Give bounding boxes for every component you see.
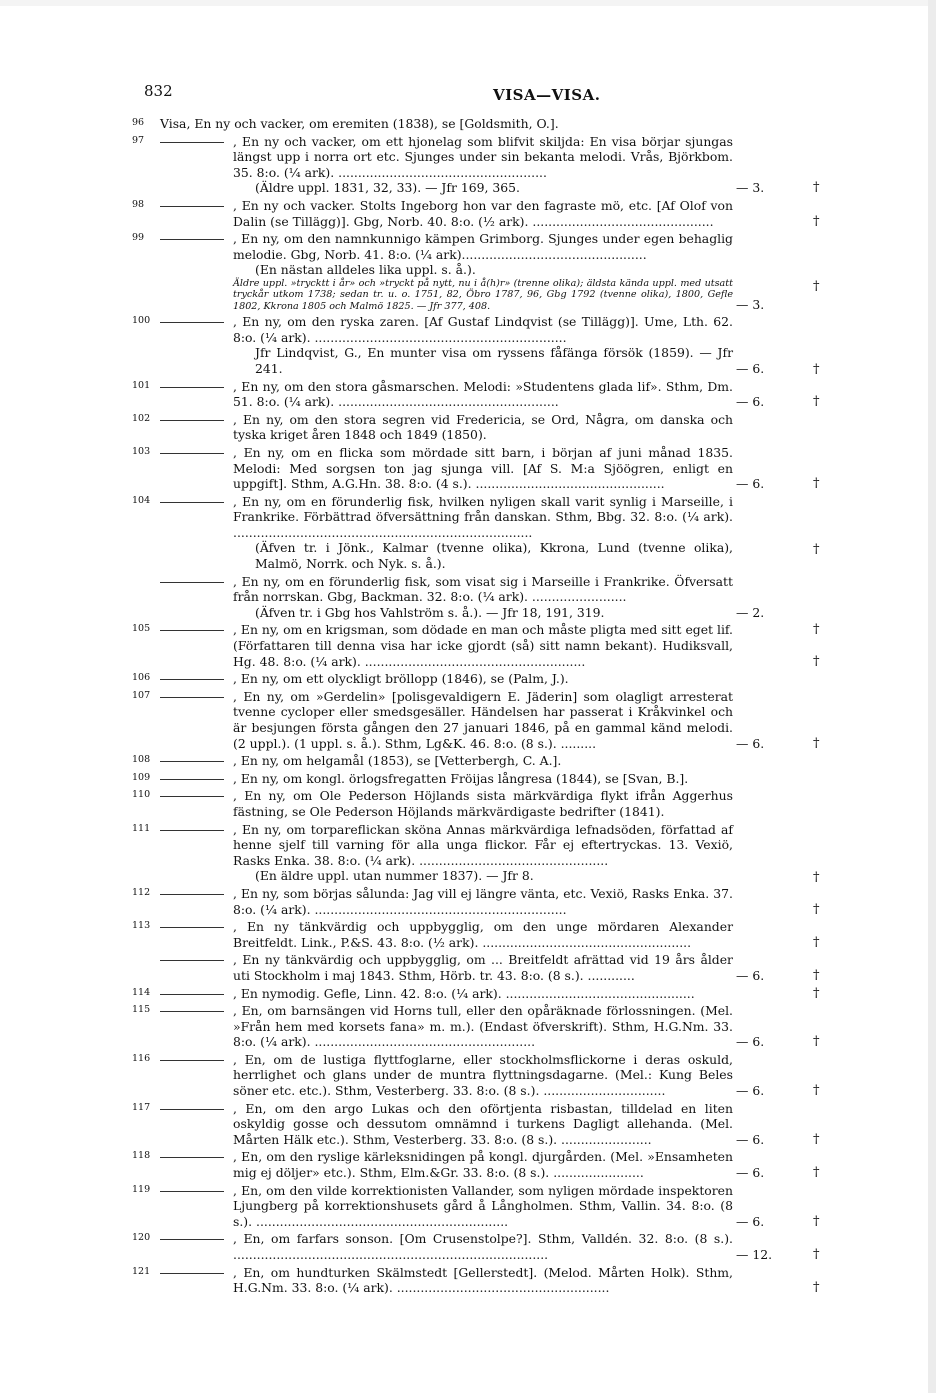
entry-note: Äldre uppl. »trycktt i år» och »tryckt på nytt, nu i å(h)r» (trenne olika); äldsta kända uppl. med utsatt tryckår utkom 1738; sedan tr. u. o. 1751, 82, Öbro 1787, 96, Gbg 1792 (tvenne olika), 1800, Gefle 1802, Kkrona 1805 och Malmö 1825. — Jfr 377, 408. xyxy=(233,277,733,312)
dagger-mark: † xyxy=(813,1131,820,1147)
ditto-dash xyxy=(160,679,224,680)
entry-number: 99 xyxy=(132,232,145,244)
entry-price: — 6. xyxy=(736,1165,765,1181)
ditto-dash xyxy=(160,1157,224,1158)
entry-text xyxy=(233,1265,733,1296)
ditto-dash xyxy=(160,453,224,454)
entry-title: , En ny, om en krigsman, som dödade en man och måste pligta med sitt eget lif. (Författaren till denna visa har icke gjordt (så) sitt namn bekant). Hudiksvall, Hg. 48. 8:o. (¼ ark). ........................................................ xyxy=(233,622,733,669)
bibliography-entry xyxy=(0,952,936,983)
entry-price: — 6. xyxy=(736,967,765,983)
bibliography-entry xyxy=(0,622,936,669)
bibliography-entry xyxy=(0,1052,936,1099)
entry-number: 102 xyxy=(132,412,151,424)
ditto-dash xyxy=(160,322,224,323)
entry-text xyxy=(233,689,733,751)
entry-number: 107 xyxy=(132,689,151,701)
dagger-mark: † xyxy=(813,1247,820,1262)
entry-number: 116 xyxy=(132,1052,151,1064)
dagger-mark: † xyxy=(813,967,820,983)
ditto-dash xyxy=(160,1191,224,1192)
bibliography-entry xyxy=(0,445,936,492)
entry-title: , En ny och vacker, om ett hjonelag som blifvit skiljda: En visa börjar sjungas längst upp i norra ort etc. Sjunges under sin bekanta melodi. Vrås, Björkbom. 35. 8:o. (¼ ark). ..................................................... xyxy=(233,133,733,180)
entry-number: 105 xyxy=(132,623,151,635)
entry-text xyxy=(233,231,733,312)
entry-price: — 6. xyxy=(736,1131,765,1147)
entry-title: , En ny, om Ole Pederson Höjlands sista märkvärdiga flykt ifrån Aggerhus fästning, se Ole Pederson Höjlands märkvärdigaste bedrifter (1841). xyxy=(233,788,733,819)
entry-price: — 3. xyxy=(736,180,765,196)
entry-number: 115 xyxy=(132,1004,151,1016)
bibliography-entry xyxy=(0,1003,936,1050)
dagger-mark: † xyxy=(813,1165,820,1181)
scan-top-edge xyxy=(0,0,936,6)
ditto-dash xyxy=(160,761,224,762)
entry-text xyxy=(233,379,733,410)
dagger-mark: † xyxy=(813,279,820,295)
bibliography-entry xyxy=(0,1265,936,1296)
bibliography-entry xyxy=(0,671,936,687)
entry-price: — 6. xyxy=(736,1034,765,1050)
bibliography-entry xyxy=(0,198,936,229)
entry-text xyxy=(233,622,733,669)
bibliography-entry xyxy=(0,116,936,132)
dagger-mark: † xyxy=(813,541,820,557)
entry-title: , En ny, om helgamål (1853), se [Vetterbergh, C. A.]. xyxy=(233,753,562,769)
ditto-dash xyxy=(160,697,224,698)
entry-number: 112 xyxy=(132,886,151,898)
dagger-mark: † xyxy=(813,869,820,885)
entry-title: , En ny, som börjas sålunda: Jag vill ej längre vänta, etc. Vexiö, Rasks Enka. 37. 8:o. (¼ ark). ................................................................ xyxy=(233,885,733,917)
ditto-dash xyxy=(160,502,224,503)
entry-title: , En, om de lustiga flyttfoglarne, eller stockholmsflickorne i deras oskuld, herrlighet och glans under de muntra flyttningsdagarne. (Mel.: Kung Beles söner etc. etc.). Sthm, Vesterberg. 33. 8:o. (8 s.). ............................... xyxy=(233,1051,733,1099)
entry-number: 113 xyxy=(132,920,151,932)
entry-title: , En ny, om den stora gåsmarschen. Melodi: »Studentens glada lif». Sthm, Dm. 51. 8:o. (¼ ark). ........................................................ xyxy=(233,378,733,410)
ditto-dash xyxy=(160,830,224,831)
entry-title: , En ny, om en flicka som mördade sitt barn, i början af juni månad 1835. Melodi: Med sorgsen ton jag sjunga vill. [Af S. M:a Sjöögren, enligt en uppgift]. Sthm, A.G.Hn. 38. 8:o. (4 s.). ................................................ xyxy=(233,444,733,492)
bibliography-entry xyxy=(0,919,936,950)
bibliography-entries xyxy=(0,116,936,1298)
entry-text xyxy=(233,445,733,492)
entry-title: , En ny tänkvärdig och uppbygglig, om den unge mördaren Alexander Breitfeldt. Link., P.&S. 43. 8:o. (½ ark). ..................................................... xyxy=(233,919,733,950)
entry-text xyxy=(233,919,733,950)
entry-price: — 12. xyxy=(736,1247,773,1262)
dagger-mark: † xyxy=(813,213,820,229)
entry-number: 98 xyxy=(132,198,145,210)
ditto-dash xyxy=(160,1239,224,1240)
bibliography-entry xyxy=(0,1101,936,1148)
entry-text xyxy=(233,494,733,572)
entry-title: , En, om barnsängen vid Horns tull, eller den opåräknade förlossningen. (Mel. »Från hem med korsets fana» m. m.). (Endast öfverskrift). Sthm, H.G.Nm. 33. 8:o. (¼ ark). ........................................................ xyxy=(233,1003,733,1050)
ditto-dash xyxy=(160,582,224,583)
dagger-mark: † xyxy=(813,1213,820,1229)
entry-number: 108 xyxy=(132,754,151,766)
dagger-mark: † xyxy=(813,362,820,378)
ditto-dash xyxy=(160,1109,224,1110)
entry-number: 117 xyxy=(132,1101,151,1113)
ditto-dash xyxy=(160,239,224,240)
ditto-dash xyxy=(160,927,224,928)
dagger-mark: † xyxy=(813,985,820,1001)
dagger-mark: † xyxy=(813,1083,820,1099)
entry-text xyxy=(233,771,733,787)
ditto-dash xyxy=(160,894,224,895)
entry-title: Visa, En ny och vacker, om eremiten (1838), se [Goldsmith, O.]. xyxy=(160,116,559,131)
entry-title: , En ny, om torpareflickan sköna Annas märkvärdiga lefnadsöden, författad af henne sjelf till varning för alla unga flickor. Får ej eftertryckas. 13. Vexiö, Rasks Enka. 38. 8:o. (¼ ark). ................................................ xyxy=(233,821,733,868)
entry-title: , En ny, om en förunderlig fisk, som visat sig i Marseille i Frankrike. Öfversatt från norrskan. Gbg, Backman. 32. 8:o. (¼ ark). ........................ xyxy=(233,573,733,605)
entry-text xyxy=(233,1052,733,1099)
page-number: 832 xyxy=(144,82,173,100)
entry-number: 109 xyxy=(132,771,151,783)
entry-number: 118 xyxy=(132,1150,151,1162)
entry-price: — 3. xyxy=(736,296,765,312)
entry-number: 111 xyxy=(132,822,151,834)
bibliography-entry xyxy=(0,1231,936,1262)
entry-price: — 6. xyxy=(736,360,765,376)
ditto-dash xyxy=(160,994,224,995)
bibliography-entry xyxy=(0,822,936,884)
entry-number: 120 xyxy=(132,1232,151,1244)
entry-number: 114 xyxy=(132,986,151,998)
entry-text xyxy=(233,198,733,229)
entry-number: 110 xyxy=(132,789,151,801)
bibliography-entry xyxy=(0,753,936,769)
entry-remark: Jfr Lindqvist, G., En munter visa om ryssens fåfänga försök (1859). — Jfr 241. xyxy=(255,345,733,376)
entry-text xyxy=(233,1149,733,1180)
entry-remark: (Äfven tr. i Jönk., Kalmar (tvenne olika), Kkrona, Lund (tvenne olika), Malmö, Norrk. och Nyk. s. å.). xyxy=(255,540,733,572)
entry-number: 106 xyxy=(132,672,151,684)
entry-number: 96 xyxy=(132,117,145,128)
entry-text xyxy=(233,412,733,443)
entry-text xyxy=(233,1101,733,1148)
bibliography-entry xyxy=(0,1183,936,1230)
entry-text xyxy=(233,822,733,884)
entry-text xyxy=(233,314,733,376)
entry-text xyxy=(233,753,733,769)
entry-title: , En ny, om en förunderlig fisk, hvilken nyligen skall varit synlig i Marseille, i Frankrike. Förbättrad öfversättning från danskan. Sthm, Bbg. 32. 8:o. (¼ ark). ............................................................................ xyxy=(233,493,733,540)
bibliography-entry xyxy=(0,986,936,1002)
entry-title: , En, om den ryslige kärleksnidingen på kongl. djurgården. (Mel. »Ensamheten mig ej döljer» etc.). Sthm, Elm.&Gr. 33. 8:o. (8 s.). ....................... xyxy=(233,1149,733,1181)
entry-remark: (Äldre uppl. 1831, 32, 33). — Jfr 169, 365. xyxy=(255,180,520,196)
ditto-dash xyxy=(160,206,224,207)
ditto-dash xyxy=(160,1011,224,1012)
dagger-mark: † xyxy=(813,180,820,196)
entry-title: , En ny, om kongl. örlogsfregatten Fröijas långresa (1844), se [Svan, B.]. xyxy=(233,770,689,786)
entry-number: 97 xyxy=(132,134,145,146)
entry-title: , En, om hundturken Skälmstedt [Gellerstedt]. (Melod. Mårten Holk). Sthm, H.G.Nm. 33. 8:o. (¼ ark). ...................................................... xyxy=(233,1264,733,1296)
entry-title: , En ny och vacker. Stolts Ingeborg hon var den fagraste mö, etc. [Af Olof von Dalin (se Tillägg)]. Gbg, Norb. 40. 8:o. (½ ark). .............................................. xyxy=(233,197,733,229)
bibliography-entry xyxy=(0,379,936,410)
dagger-mark: † xyxy=(813,394,820,410)
ditto-dash xyxy=(160,779,224,780)
dagger-mark: † xyxy=(813,1280,820,1296)
bibliography-entry xyxy=(0,886,936,917)
entry-number: 101 xyxy=(132,379,151,391)
bibliography-entry xyxy=(0,771,936,787)
entry-title: , En, om farfars sonson. [Om Crusenstolpe?]. Sthm, Valldén. 32. 8:o. (8 s.). ................................................................................ xyxy=(233,1231,733,1262)
entry-text xyxy=(233,574,733,621)
bibliography-entry xyxy=(0,689,936,751)
entry-number: 100 xyxy=(132,315,151,327)
ditto-dash xyxy=(160,142,224,143)
ditto-dash xyxy=(160,960,224,961)
entry-text xyxy=(233,986,733,1002)
entry-text xyxy=(160,116,733,132)
entry-remark: (Äfven tr. i Gbg hos Vahlström s. å.). — Jfr 18, 191, 319. xyxy=(255,604,605,620)
dagger-mark: † xyxy=(813,901,820,917)
dagger-mark: † xyxy=(813,1034,820,1050)
entry-remark: (En nästan alldeles lika uppl. s. å.). xyxy=(255,262,476,278)
entry-title: , En, om den argo Lukas och den oförtjenta risbastan, tilldelad en liten oskyldig gosse och dessutom omnämnd i turkens Dagligt allehanda. (Mel. Mårten Hälk etc.). Sthm, Vesterberg. 33. 8:o. (8 s.). ....................... xyxy=(233,1100,733,1147)
entry-title: , En ny, om »Gerdelin» [polisgevaldigern E. Jäderin] som olagligt arresterat tvenne cycloper eller smedsgesäller. Händelsen har passerat i Kråkvinkel och är besjungen första gången den 27 januari 1846, på en gammal känd melodi. (2 uppl.). (1 uppl. s. å.). Sthm, Lg&K. 46. 8:o. (8 s.). ......... xyxy=(233,688,733,751)
ditto-dash xyxy=(160,1060,224,1061)
entry-text xyxy=(233,886,733,917)
entry-price: — 6. xyxy=(736,394,765,410)
entry-price: — 6. xyxy=(736,476,765,492)
entry-remark: (En äldre uppl. utan nummer 1837). — Jfr 8. xyxy=(255,868,534,884)
ditto-dash xyxy=(160,796,224,797)
entry-text xyxy=(233,1003,733,1050)
dagger-mark: † xyxy=(813,621,820,637)
ditto-dash xyxy=(160,1273,224,1274)
entry-text xyxy=(233,952,733,983)
running-head: VISA—VISA. xyxy=(493,86,601,104)
entry-title: , En ny, om den ryska zaren. [Af Gustaf Lindqvist (se Tillägg)]. Ume, Lth. 62. 8:o. (¼ ark). ................................................................ xyxy=(233,314,733,345)
entry-title: , En ny, om ett olyckligt bröllopp (1846), se (Palm, J.). xyxy=(233,671,569,687)
bibliography-entry xyxy=(0,134,936,196)
entry-text xyxy=(233,134,733,196)
ditto-dash xyxy=(160,387,224,388)
entry-title: , En ny, om den namnkunnigo kämpen Grimborg. Sjunges under egen behaglig melodie. Gbg, Norb. 41. 8:o. (¼ ark)............................................... xyxy=(233,231,733,262)
entry-text xyxy=(233,671,733,687)
bibliography-entry xyxy=(0,412,936,443)
entry-title: , En ny, om den stora segren vid Fredericia, se Ord, Några, om danska och tyska kriget åren 1848 och 1849 (1850). xyxy=(233,411,733,443)
entry-number: 103 xyxy=(132,445,151,457)
entry-number: 119 xyxy=(132,1183,151,1195)
entry-number: 104 xyxy=(132,494,151,506)
dagger-mark: † xyxy=(813,735,820,751)
dagger-mark: † xyxy=(813,653,820,669)
entry-text xyxy=(233,1183,733,1230)
bibliography-entry xyxy=(0,494,936,572)
entry-number: 121 xyxy=(132,1265,151,1277)
entry-price: — 6. xyxy=(736,1083,765,1099)
bibliography-entry xyxy=(0,1149,936,1180)
bibliography-entry xyxy=(0,788,936,819)
entry-title: , En nymodig. Gefle, Linn. 42. 8:o. (¼ ark). ................................................ xyxy=(233,985,695,1001)
entry-price: — 6. xyxy=(736,735,765,751)
entry-title: , En, om den vilde korrektionisten Vallander, som nyligen mördade inspektoren Ljungberg på korrektionshusets gård å Långholmen. Sthm, Vallin. 34. 8:o. (8 s.). ................................................................ xyxy=(233,1182,733,1229)
entry-price: — 2. xyxy=(736,604,765,620)
bibliography-entry xyxy=(0,231,936,312)
entry-text xyxy=(233,788,733,819)
ditto-dash xyxy=(160,420,224,421)
dagger-mark: † xyxy=(813,934,820,950)
entry-title: , En ny tänkvärdig och uppbygglig, om ... Breitfeldt afrättad vid 19 års ålder uti Stockholm i maj 1843. Sthm, Hörb. tr. 43. 8:o. (8 s.). ............ xyxy=(233,952,733,983)
ditto-dash xyxy=(160,630,224,631)
entry-price: — 6. xyxy=(736,1213,765,1229)
entry-text xyxy=(233,1231,733,1262)
bibliography-entry xyxy=(0,314,936,376)
dagger-mark: † xyxy=(813,476,820,492)
